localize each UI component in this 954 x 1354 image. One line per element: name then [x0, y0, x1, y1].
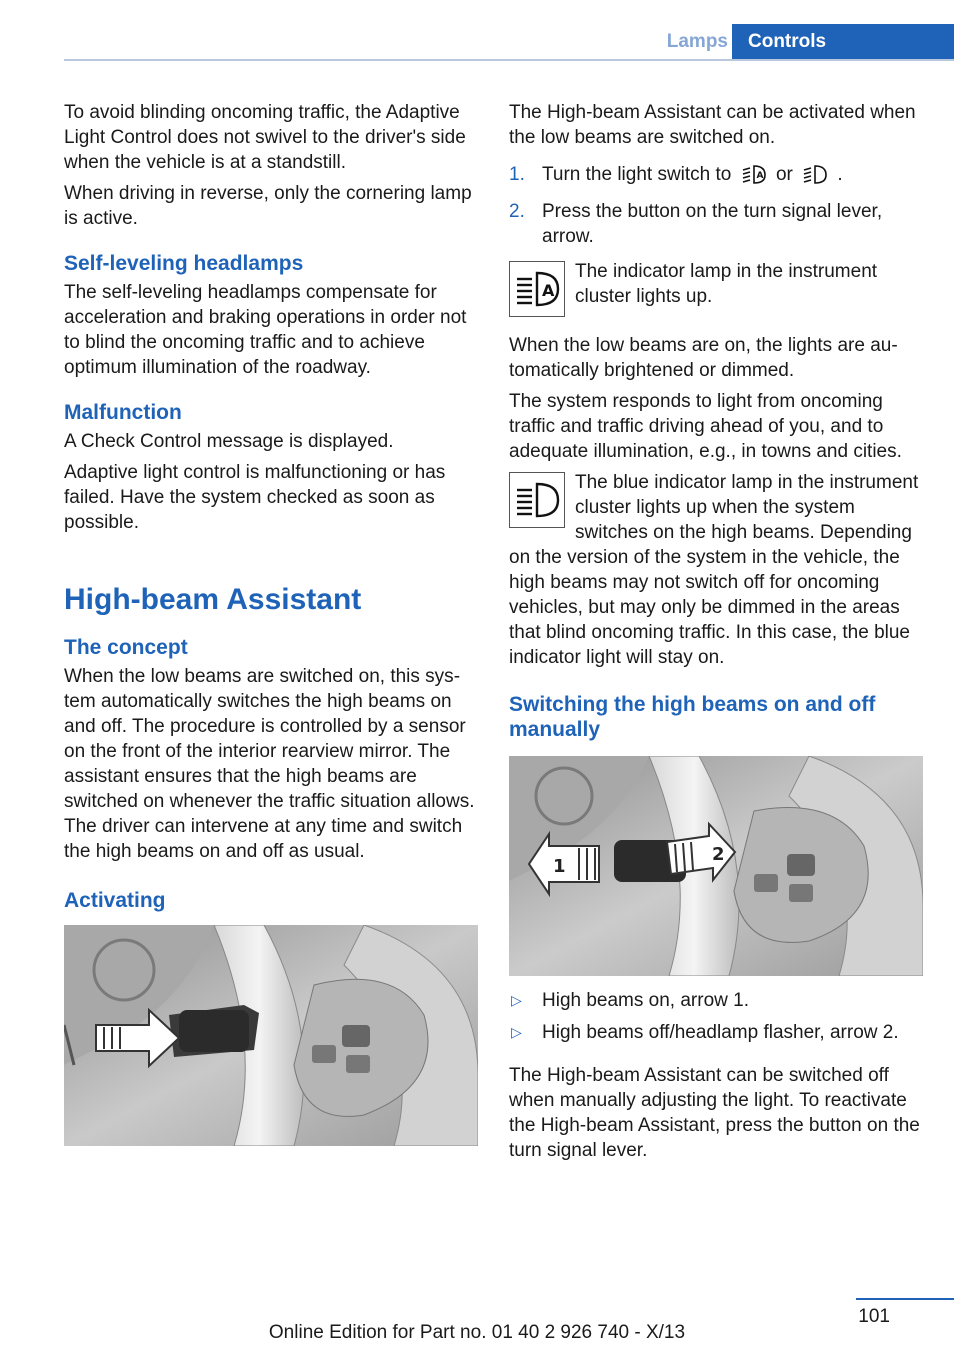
step-text-or: or — [775, 164, 793, 185]
bullet-triangle-icon: ▷ — [511, 1024, 522, 1040]
paragraph-check-control: A Check Control message is displayed. — [64, 431, 394, 452]
step-item — [509, 162, 923, 192]
paragraph-system-responds: The system responds to light from oncoming traffic and traffic driving ahead of you, and to adequate illumination, e.g., in towns and cities. — [509, 391, 902, 462]
paragraph-reactivate: The High-beam Assistant can be switched off when manually adjusting the light. To reactivate the High-beam Assistant, press the button on the turn signal lever. — [509, 1065, 920, 1161]
indicator-high-beam — [509, 470, 923, 670]
paragraph-self-leveling: The self-leveling headlamps compensate for acceleration and braking operations in order not to blind the oncoming traffic and to achieve optimum illumination of the roadway. — [64, 282, 467, 378]
paragraph-malfunction: Adaptive light control is malfunctioning or has failed. Have the system checked as soon as possible. — [64, 462, 446, 533]
indicator-assistant-text: The indicator lamp in the instrument cluster lights up. — [575, 261, 878, 307]
automatic-headlight-icon — [741, 163, 767, 192]
heading-high-beam-assistant: High-beam Assistant — [64, 583, 362, 616]
step-text-end: . — [837, 164, 843, 185]
step-item — [509, 199, 923, 249]
turn-signal-lever-illustration — [509, 756, 923, 976]
low-beam-icon — [802, 163, 828, 192]
list-item — [509, 1020, 923, 1045]
right-column — [509, 100, 923, 1169]
left-column — [64, 100, 478, 1146]
bullet-triangle-icon: ▷ — [511, 992, 522, 1008]
step-text: Press the button on the turn signal lever, arrow. — [542, 201, 883, 247]
indicator-high-beam-text: The blue indicator lamp in the instrument cluster lights up when the system switches on the high beams. Depending on the version of the system in the vehicle, the high beams may not switch off for oncoming vehicles, but may only be dimmed in the areas that blind oncoming traffic. In this case, the blue indicator light will stay on. — [509, 472, 919, 668]
list-item — [509, 988, 923, 1013]
svg-text:A: A — [542, 281, 555, 300]
manual-switch-figure — [509, 756, 923, 976]
page-number: 101 — [858, 1306, 890, 1327]
header-divider — [64, 59, 954, 61]
svg-text:A: A — [756, 171, 764, 181]
heading-concept: The concept — [64, 636, 188, 659]
high-beam-indicator-icon — [509, 472, 565, 528]
heading-switching-manually: Switching the high beams on and off manually — [509, 693, 876, 741]
activating-figure — [64, 925, 478, 1146]
indicator-assistant — [509, 259, 923, 321]
paragraph-concept: When the low beams are switched on, this system automatically switches the high beams on and off. The procedure is controlled by a sensor on the front of the interior rearview mirror. The assistant ensures that the high beams are switched on whenever the traffic situation allows. The driver can intervene at any time and switch the high beams on and off as usual. — [64, 666, 475, 862]
step-number: 2. — [509, 201, 525, 222]
header-section-lamps: Lamps — [666, 31, 728, 52]
activation-steps — [509, 162, 923, 249]
list-item-text: High beams off/headlamp flasher, arrow 2. — [542, 1022, 899, 1043]
step-text: Turn the light switch to — [542, 164, 732, 185]
heading-self-leveling: Self-leveling headlamps — [64, 252, 304, 275]
manual-switch-list — [509, 988, 923, 1045]
heading-activating: Activating — [64, 889, 166, 912]
arrow-2-label: 2 — [712, 844, 725, 865]
heading-malfunction: Malfunction — [64, 401, 182, 424]
paragraph-auto-dim: When the low beams are on, the lights are automatically brightened or dimmed. — [509, 335, 898, 381]
steering-column-illustration — [64, 925, 478, 1146]
footer-divider — [856, 1298, 954, 1300]
arrow-1-label: 1 — [553, 856, 566, 877]
high-beam-assistant-indicator-icon — [509, 261, 565, 317]
paragraph-activate-intro: The High-beam Assistant can be activated when the low beams are switched on. — [509, 102, 916, 148]
footer-edition: Online Edition for Part no. 01 40 2 926 740 - X/13 — [268, 1322, 686, 1343]
step-number: 1. — [509, 164, 525, 185]
header-chapter-controls: Controls — [732, 24, 954, 60]
paragraph-reverse: When driving in reverse, only the cornering lamp is active. — [64, 183, 472, 229]
list-item-text: High beams on, arrow 1. — [542, 990, 749, 1011]
paragraph-standstill: To avoid blinding oncoming traffic, the Adaptive Light Control does not swivel to the driver's side when the vehicle is at a standstill. — [64, 102, 466, 173]
